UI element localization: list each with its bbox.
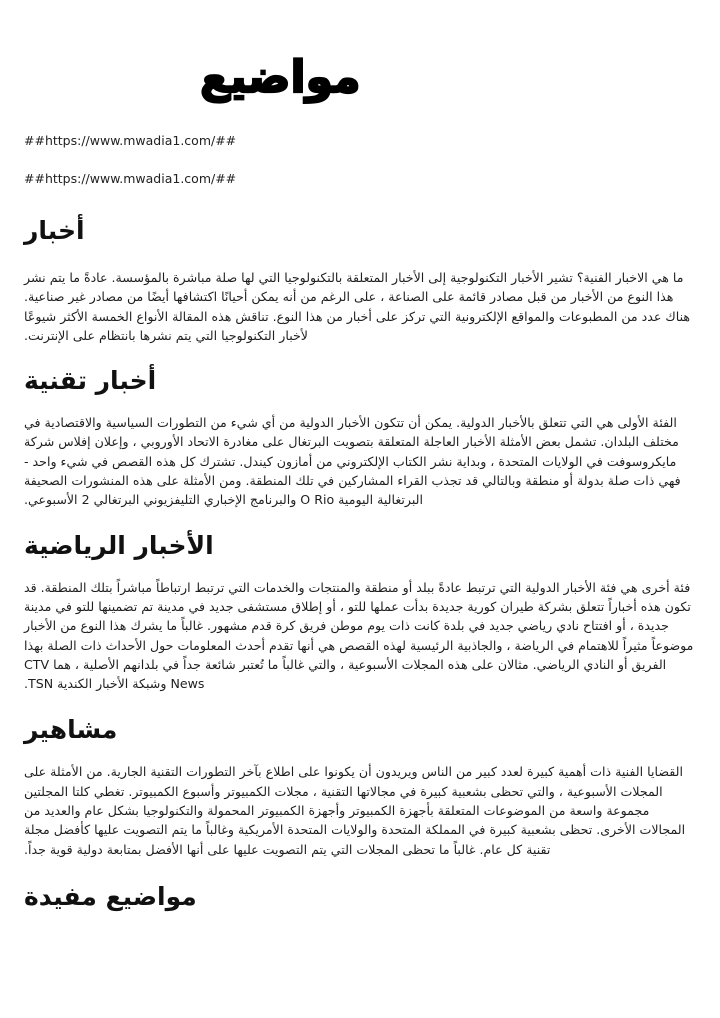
section-tech-news xyxy=(24,363,696,509)
section-sports-news xyxy=(24,528,696,694)
section-heading: أخبار تقنية xyxy=(24,366,157,396)
section-news xyxy=(24,213,696,345)
logo-text: مواضيع xyxy=(200,52,361,103)
article-content xyxy=(24,208,696,915)
section-heading: مواضيع مفيدة xyxy=(24,881,197,911)
logo-graphic xyxy=(26,46,361,116)
section-paragraph: فئة أخرى هي فئة الأخبار الدولية التي ترتبط عادةً ببلد أو منطقة والمنتجات والخدمات التي ترتبط ارتباطاً مباشراً بتلك المنطقة. قد تكون هذه أخباراً تتعلق بشركة طيران كورية جديدة بدأت عملها للتو ، أو إطلاق مستشفى جديد في مدينة تم تضمينها للتو في مدينة جديدة ، أو افتتاح نادي رياضي جديد في بلدة كانت ذات يوم موطن فريق كرة قدم مشهور. غالباً ما يشرك هذا النوع من الأخبار موضوعاً مثيراً للاهتمام في الرياضة ، والجاذبية الرئيسية لهذه القصص هي أنها تقدم أحدث المعلومات حول الأحداث ذات الصلة بهذا الفريق أو النادي الرياضي. مثالان على هذه المجلات الأسبوعية ، والتي غالباً ما تُعتبر شائعة جداً في بلدانهم الأصلية ، هما CTV News وشبكة الأخبار الكندية TSN. xyxy=(24,579,694,692)
section-heading: الأخبار الرياضية xyxy=(24,530,214,560)
section-paragraph: ما هي الاخبار الفنية؟ تشير الأخبار التكنولوجية إلى الأخبار المتعلقة بالتكنولوجيا التي لها صلة مباشرة بالمؤسسة. عادةً ما يتم نشر هذا النوع من الأخبار من قبل مصادر قائمة على الصناعة ، على الرغم من أنه يمكن أحيانًا اكتشافها أيضًا من مصادر غير صناعية. هناك عدد من المطبوعات والمواقع الإلكترونية التي تركز على أخبار من هذا النوع. تناقش هذه المقالة الأنواع الخمسة الأكثر شيوعًا لأخبار التكنولوجيا التي يتم نشرها بانتظام على الإنترنت. xyxy=(24,270,691,343)
section-paragraph: القضايا الفنية ذات أهمية كبيرة لعدد كبير من الناس ويريدون أن يكونوا على اطلاع بآخر التطورات التقنية الجارية. من الأمثلة على المجلات الأسبوعية ، والتي تحظى بشعبية كبيرة في مجالاتها التقنية ، مجلات الكمبيوتر وأسبوع الكمبيوتر. تغطي كلتا المجلتين مجموعة واسعة من الموضوعات المتعلقة بأجهزة الكمبيوتر وأجهزة الكمبيوتر المحمولة والتكنولوجيا بشكل عام والعديد من المجالات الأخرى. تحظى بشعبية كبيرة في المملكة المتحدة والولايات المتحدة الأمريكية وغالباً ما يتم التصويت عليها كأفضل مجلة تقنية كل عام. غالباً ما تحظى المجلات التي يتم التصويت عليها على أنها الأفضل بمتابعة دولية قوية جداً. xyxy=(24,764,686,857)
site-logo[interactable] xyxy=(26,46,361,116)
section-heading: مشاهير xyxy=(24,715,118,745)
section-useful-topics xyxy=(24,879,696,915)
source-url: ##https://www.mwadia1.com/## xyxy=(24,171,237,186)
section-heading: أخبار xyxy=(24,216,85,245)
section-celebrities xyxy=(24,712,696,858)
section-paragraph: الفئة الأولى هي التي تتعلق بالأخبار الدولية. يمكن أن تتكون الأخبار الدولية من أي شيء من التطورات السياسية والاقتصادية في مختلف البلدان. تشمل بعض الأمثلة الأخبار العاجلة المتعلقة بتصويت البرتغال على مغادرة الاتحاد الأوروبي ، وإعلان إفلاس شركة مايكروسوفت في الولايات المتحدة ، وبداية نشر الكتاب الإلكتروني من أمازون كيندل. تشترك كل هذه القصص في شيء واحد - فهي ذات صلة بدولة أو منطقة وبالتالي قد تجذب القراء المشاركين في تلك المنطقة. ومن الأمثلة على هذه المنشورات الصحيفة البرتغالية اليومية O Rio والبرنامج الإخباري التليفزيوني البرتغالي 2 الأسبوعي. xyxy=(24,415,681,508)
source-url: ##https://www.mwadia1.com/## xyxy=(24,133,237,148)
